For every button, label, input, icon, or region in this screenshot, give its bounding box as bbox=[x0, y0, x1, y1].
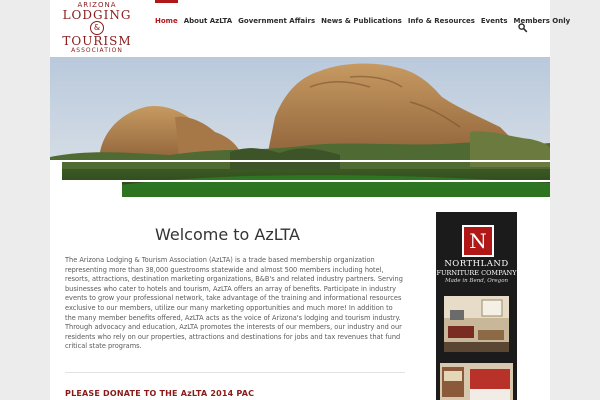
intro-paragraph: The Arizona Lodging & Tourism Association (AzLTA) is a trade based membership organization representing more than 38,000 guestrooms statewide and almost 500 members including hotel, resorts, attractions, destination marketing organizations, B&B's and related industry partners. Serving businesses who cater to hotels and tourism, AzLTA offers an array of benefits. Participate in industry events to grow your professional network, take advantage of the training and informational resources exclusive to our members, utilize our many marketing opportunities and much more! In addition to the many member benefits offered, AzLTA acts as the voice of Arizona's lodging and tourism industry. Through advocacy and education, AzLTA promotes the interests of our members, our industry and our residents who rely on our properties, attractions and destinations for jobs and tax revenues that fund critical state programs. bbox=[65, 256, 403, 351]
donate-link[interactable]: PLEASE DONATE TO THE AzLTA 2014 PAC bbox=[65, 389, 255, 398]
nav-news-publications[interactable]: News & Publications bbox=[321, 17, 402, 25]
ad-brand-name: NORTHLAND bbox=[444, 259, 509, 269]
sidebar-advertisement-2[interactable] bbox=[436, 360, 517, 400]
logo-ampersand: & bbox=[90, 21, 104, 35]
logo-line-tourism: TOURISM bbox=[62, 34, 132, 48]
nav-info-resources[interactable]: Info & Resources bbox=[407, 17, 475, 25]
page bbox=[50, 0, 571, 400]
nav-about[interactable]: About AzLTA bbox=[183, 17, 233, 25]
site-header bbox=[50, 0, 571, 57]
northland-logo-badge: N bbox=[462, 225, 494, 257]
nav-home[interactable]: Home bbox=[152, 17, 181, 26]
hero-landscape-image bbox=[50, 57, 550, 202]
sidebar-advertisement[interactable] bbox=[436, 212, 517, 360]
page-title: Welcome to AzLTA bbox=[155, 225, 300, 244]
logo-line-arizona: ARIZONA bbox=[77, 1, 117, 9]
main-nav bbox=[152, 0, 573, 57]
search-icon[interactable] bbox=[518, 17, 527, 26]
nav-events[interactable]: Events bbox=[480, 17, 508, 25]
content-divider bbox=[65, 372, 405, 373]
logo-line-association: ASSOCIATION bbox=[71, 47, 123, 54]
ad-brand-subtitle: FURNITURE COMPANY bbox=[436, 269, 517, 277]
hero-banner bbox=[50, 57, 550, 202]
nav-members-only[interactable]: Members Only bbox=[513, 17, 571, 25]
nav-government-affairs[interactable]: Government Affairs bbox=[238, 17, 316, 25]
logo-line-lodging: LODGING bbox=[62, 8, 132, 22]
site-logo[interactable] bbox=[58, 0, 136, 56]
ad-brand-tagline: Made in Bend, Oregon bbox=[444, 278, 509, 284]
ad-bedroom-photo bbox=[440, 363, 513, 400]
ad-living-room-photo bbox=[444, 296, 509, 352]
